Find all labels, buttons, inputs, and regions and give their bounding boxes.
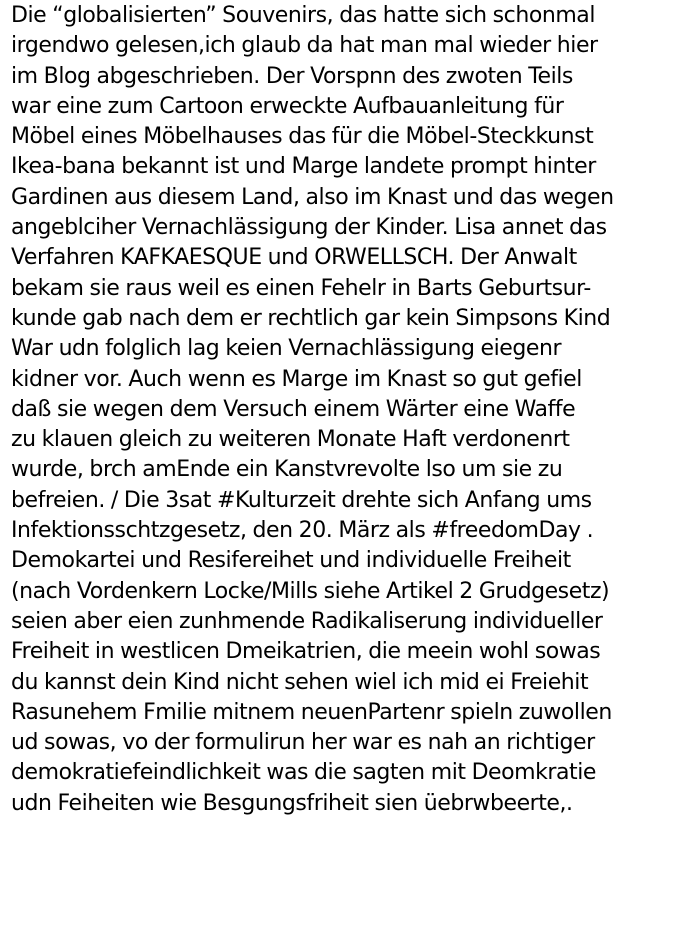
- text-line-2: irgendwo gelesen,ich glaub da hat man mal wieder hier: [11, 33, 598, 59]
- text-line-12: War udn folglich lag keien Vernachlässigung eiegenr: [11, 336, 562, 362]
- text-line-16: wurde, brch amEnde ein Kanstvrevolte lso um sie zu: [11, 457, 563, 483]
- text-line-20: (nach Vordenkern Locke/Mills siehe Artikel 2 Grudgesetz): [11, 578, 610, 604]
- text-line-21: seien aber eien zunhmende Radikaliserung individueller: [11, 608, 603, 634]
- text-line-17: befreien. / Die 3sat #Kulturzeit drehte sich Anfang ums: [11, 487, 592, 513]
- text-line-14: daß sie wegen dem Versuch einem Wärter eine Waffe: [11, 396, 576, 422]
- text-line-6: Ikea-bana bekannt ist und Marge landete prompt hinter: [11, 154, 596, 180]
- text-line-10: bekam sie raus weil es einen Fehelr in Barts Geburtsur-: [11, 275, 591, 301]
- text-line-11: kunde gab nach dem er rechtlich gar kein Simpsons Kind: [11, 305, 611, 331]
- text-line-23: du kannst dein Kind nicht sehen wiel ich mid ei Freiehit: [11, 669, 589, 695]
- text-line-7: Gardinen aus diesem Land, also im Knast und das wegen: [11, 184, 614, 210]
- text-line-24: Rasunehem Fmilie mitnem neuenPartenr spieln zuwollen: [11, 699, 612, 725]
- text-line-3: im Blog abgeschrieben. Der Vorspnn des zwoten Teils: [11, 63, 573, 89]
- body-text: [11, 1, 681, 819]
- text-line-18: Infektionsschtzgesetz, den 20. März als #freedomDay .: [11, 518, 594, 544]
- text-line-8: angeblciher Vernachlässigung der Kinder. Lisa annet das: [11, 215, 607, 241]
- text-line-1: Die “globalisierten” Souvenirs, das hatte sich schonmal: [11, 3, 595, 28]
- text-line-5: Möbel eines Möbelhauses das für die Möbel-Steckkunst: [11, 124, 594, 150]
- text-line-15: zu klauen gleich zu weiteren Monate Haft verdonenrt: [11, 427, 570, 453]
- text-line-4: war eine zum Cartoon erweckte Aufbauanleitung für: [11, 93, 564, 119]
- text-line-9: Verfahren KAFKAESQUE und ORWELLSCH. Der Anwalt: [11, 245, 577, 271]
- text-line-27: udn Feiheiten wie Besgungsfriheit sien üebrwbeerte,.: [11, 790, 573, 816]
- text-line-13: kidner vor. Auch wenn es Marge im Knast so gut gefiel: [11, 366, 582, 392]
- text-line-26: demokratiefeindlichkeit was die sagten mit Deomkratie: [11, 760, 596, 786]
- text-line-25: ud sowas, vo der formulirun her war es nah an richtiger: [11, 730, 595, 756]
- text-line-19: Demokartei und Resifereihet und individuelle Freiheit: [11, 548, 571, 574]
- text-line-22: Freiheit in westlicen Dmeikatrien, die meein wohl sowas: [11, 639, 601, 665]
